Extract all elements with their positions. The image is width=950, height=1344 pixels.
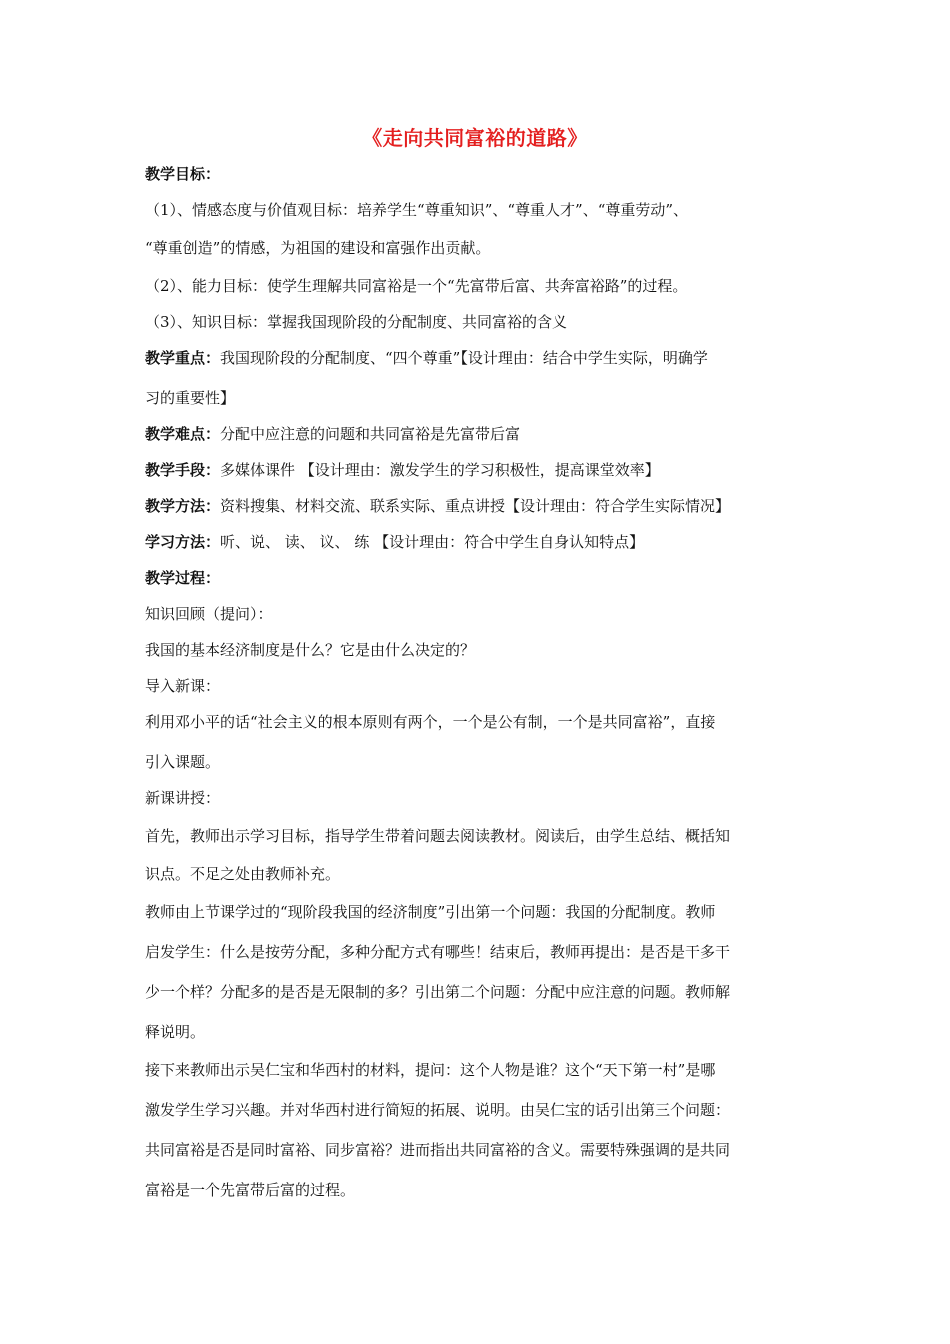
study-line bbox=[145, 532, 810, 552]
paragraph-1-line-2: 识点。不足之处由教师补充。 bbox=[145, 865, 341, 883]
focus-label: 教学重点： bbox=[145, 349, 221, 367]
review-label: 知识回顾（提问）： bbox=[145, 605, 273, 623]
paragraph-3-line-4: 富裕是一个先富带后富的过程。 bbox=[145, 1181, 356, 1199]
means-line bbox=[145, 460, 810, 480]
paragraph-1-line-1: 首先，教师出示学习目标，指导学生带着问题去阅读教材。阅读后，由学生总结、概括知 bbox=[145, 827, 731, 845]
paragraph-3-line-1: 接下来教师出示吴仁宝和华西村的材料，提问：这个人物是谁？这个“天下第一村”是哪 bbox=[145, 1061, 716, 1079]
study-label: 学习方法： bbox=[145, 533, 221, 551]
intro-label: 导入新课： bbox=[145, 677, 221, 695]
means-text: 多媒体课件 【设计理由：激发学生的学习积极性，提高课堂效率】 bbox=[220, 461, 660, 479]
method-text: 资料搜集、材料交流、联系实际、重点讲授【设计理由：符合学生实际情况】 bbox=[220, 497, 731, 515]
process-heading: 教学过程： bbox=[145, 569, 221, 587]
paragraph-3-line-3: 共同富裕是否是同时富裕、同步富裕？进而指出共同富裕的含义。需要特殊强调的是共同 bbox=[145, 1141, 731, 1159]
goals-heading: 教学目标： bbox=[145, 165, 221, 183]
goal-1-line-2: “尊重创造”的情感，为祖国的建设和富强作出贡献。 bbox=[145, 239, 491, 257]
focus-text: 我国现阶段的分配制度、“四个尊重”【设计理由：结合中学生实际，明确学 bbox=[220, 349, 708, 367]
means-label: 教学手段： bbox=[145, 461, 221, 479]
goal-3: （3）、知识目标：掌握我国现阶段的分配制度、共同富裕的含义 bbox=[145, 313, 568, 331]
paragraph-2-line-4: 释说明。 bbox=[145, 1023, 206, 1041]
review-question: 我国的基本经济制度是什么？它是由什么决定的？ bbox=[145, 641, 476, 659]
difficulty-text: 分配中应注意的问题和共同富裕是先富带后富 bbox=[220, 425, 521, 443]
focus-line-2: 习的重要性】 bbox=[145, 389, 236, 407]
paragraph-2-line-3: 少一个样？分配多的是否是无限制的多？引出第二个问题：分配中应注意的问题。教师解 bbox=[145, 983, 731, 1001]
intro-line-1: 利用邓小平的话“社会主义的根本原则有两个，一个是公有制，一个是共同富裕”，直接 bbox=[145, 713, 716, 731]
method-line bbox=[145, 496, 810, 516]
paragraph-2-line-2: 启发学生：什么是按劳分配，多种分配方式有哪些！结束后，教师再提出：是否是干多干 bbox=[145, 943, 731, 961]
difficulty-line bbox=[145, 424, 810, 444]
method-label: 教学方法： bbox=[145, 497, 221, 515]
study-text: 听、说、 读、 议、 练 【设计理由：符合中学生自身认知特点】 bbox=[220, 533, 645, 551]
paragraph-2-line-1: 教师由上节课学过的“现阶段我国的经济制度”引出第一个问题：我国的分配制度。教师 bbox=[145, 903, 716, 921]
document-title: 《走向共同富裕的道路》 bbox=[362, 126, 588, 150]
difficulty-label: 教学难点： bbox=[145, 425, 221, 443]
new-lesson-label: 新课讲授： bbox=[145, 789, 221, 807]
intro-line-2: 引入课题。 bbox=[145, 753, 221, 771]
goal-1-line-1: （1）、情感态度与价值观目标：培养学生“尊重知识”、“尊重人才”、“尊重劳动”、 bbox=[145, 201, 689, 219]
focus-line-1 bbox=[145, 348, 810, 368]
paragraph-3-line-2: 激发学生学习兴趣。并对华西村进行简短的拓展、说明。由吴仁宝的话引出第三个问题： bbox=[145, 1101, 731, 1119]
goal-2: （2）、能力目标：使学生理解共同富裕是一个“先富带后富、共奔富裕路”的过程。 bbox=[145, 277, 688, 295]
